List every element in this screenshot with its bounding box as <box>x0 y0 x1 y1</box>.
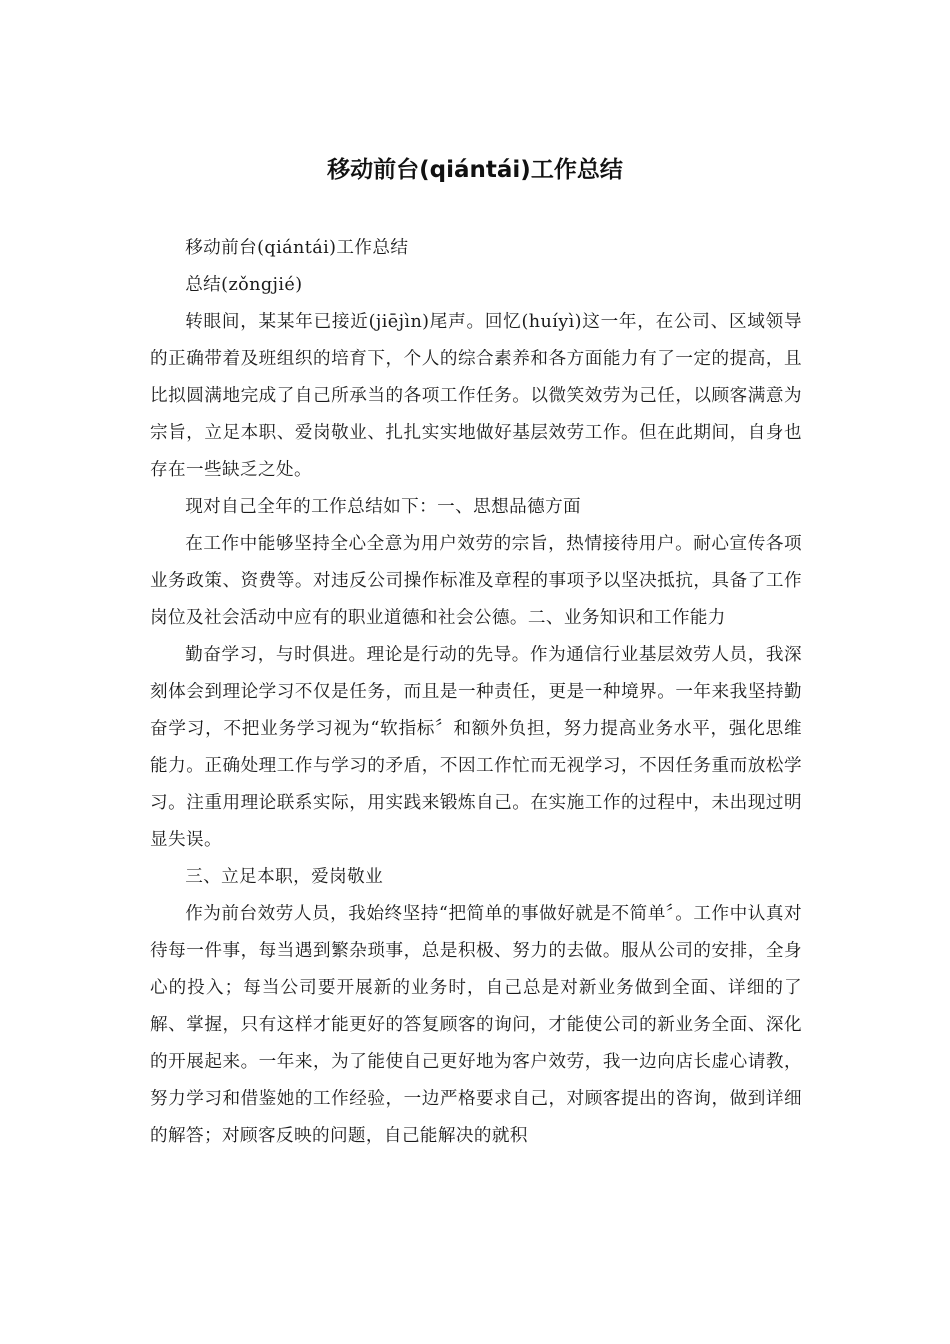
paragraph-intro: 转眼间，某某年已接近(jiējìn)尾声。回忆(huíyì)这一年，在公司、区域领导的正确带着及班组织的培育下，个人的综合素养和各方面能力有了一定的提高，且比拟圆满地完成了自己所承当的各项工作任务。以微笑效劳为己任，以顾客满意为宗旨，立足本职、爱岗敬业、扎扎实实地做好基层效劳工作。但在此期间，自身也存在一些缺乏之处。 <box>150 312 802 480</box>
paragraph-summary-heading: 总结(zǒngjié) <box>185 275 303 295</box>
document-title: 移动前台(qiántái)工作总结 <box>327 157 623 183</box>
paragraph-ideology-body: 在工作中能够坚持全心全意为用户效劳的宗旨，热情接待用户。耐心宣传各项业务政策、资费等。对违反公司操作标准及章程的事项予以坚决抵抗，具备了工作岗位及社会活动中应有的职业道德和社会公德。二、业务知识和工作能力 <box>150 534 802 628</box>
paragraph-section-dedication: 三、立足本职，爱岗敬业 <box>185 867 384 887</box>
paragraph-subtitle: 移动前台(qiántái)工作总结 <box>185 238 409 258</box>
paragraph-dedication-body: 作为前台效劳人员，我始终坚持“把简单的事做好就是不简单〞。工作中认真对待每一件事，每当遇到繁杂琐事，总是积极、努力的去做。服从公司的安排，全身心的投入；每当公司要开展新的业务时，自己总是对新业务做到全面、详细的了解、掌握，只有这样才能更好的答复顾客的询问，才能使公司的新业务全面、深化的开展起来。一年来，为了能使自己更好地为客户效劳，我一边向店长虚心请教，努力学习和借鉴她的工作经验，一边严格要求自己，对顾客提出的咨询，做到详细的解答；对顾客反映的问题，自己能解决的就积 <box>150 904 802 1146</box>
paragraph-study-body: 勤奋学习，与时俱进。理论是行动的先导。作为通信行业基层效劳人员，我深刻体会到理论学习不仅是任务，而且是一种责任，更是一种境界。一年来我坚持勤奋学习，不把业务学习视为“软指标〞和额外负担，努力提高业务水平，强化思维能力。正确处理工作与学习的矛盾，不因工作忙而无视学习，不因任务重而放松学习。注重用理论联系实际，用实践来锻炼自己。在实施工作的过程中，未出现过明显失误。 <box>150 645 802 850</box>
paragraph-section-ideology: 现对自己全年的工作总结如下：一、思想品德方面 <box>185 497 582 517</box>
document-body <box>150 230 802 1155</box>
